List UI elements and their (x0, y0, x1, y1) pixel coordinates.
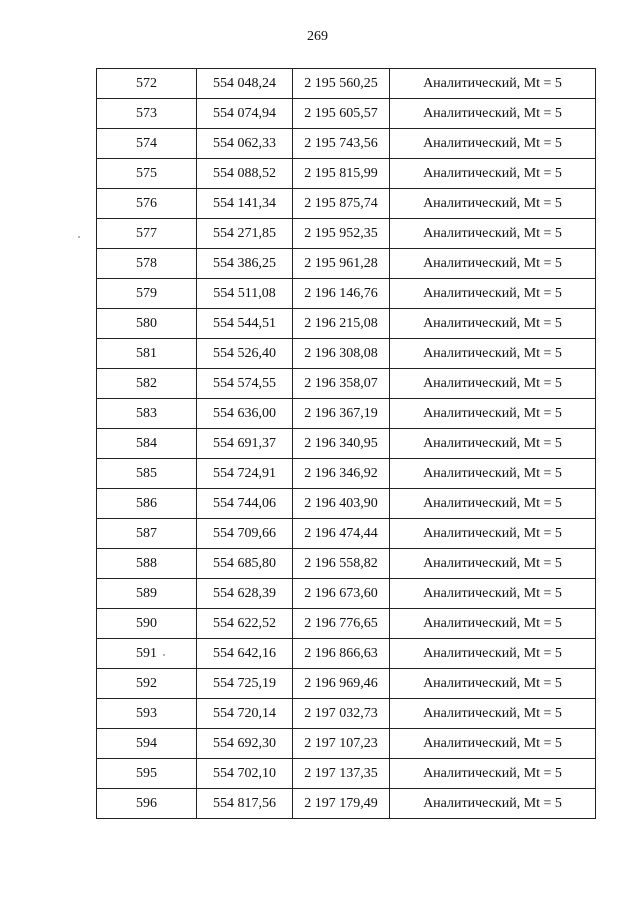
table-row (97, 609, 596, 639)
point-number-cell: 590 (97, 609, 197, 639)
method-cell: Аналитический, Mt = 5 (390, 69, 596, 99)
point-number-cell: 584 (97, 429, 197, 459)
y-coordinate-cell: 2 196 866,63 (293, 639, 390, 669)
point-number-cell: 581 (97, 339, 197, 369)
scan-speck (78, 236, 80, 238)
point-number-cell: 596 (97, 789, 197, 819)
table-row (97, 129, 596, 159)
method-cell: Аналитический, Mt = 5 (390, 639, 596, 669)
coordinates-table (96, 68, 596, 819)
point-number-cell: 586 (97, 489, 197, 519)
table-row (97, 759, 596, 789)
point-number-cell: 587 (97, 519, 197, 549)
y-coordinate-cell: 2 195 743,56 (293, 129, 390, 159)
y-coordinate-cell: 2 196 367,19 (293, 399, 390, 429)
point-number-cell: 592 (97, 669, 197, 699)
x-coordinate-cell: 554 048,24 (197, 69, 293, 99)
x-coordinate-cell: 554 574,55 (197, 369, 293, 399)
method-cell: Аналитический, Mt = 5 (390, 579, 596, 609)
point-number-cell: 576 (97, 189, 197, 219)
method-cell: Аналитический, Mt = 5 (390, 489, 596, 519)
method-cell: Аналитический, Mt = 5 (390, 129, 596, 159)
method-cell: Аналитический, Mt = 5 (390, 189, 596, 219)
y-coordinate-cell: 2 196 558,82 (293, 549, 390, 579)
y-coordinate-cell: 2 196 673,60 (293, 579, 390, 609)
x-coordinate-cell: 554 526,40 (197, 339, 293, 369)
table-row (97, 399, 596, 429)
point-number-cell: 591 (97, 639, 197, 669)
y-coordinate-cell: 2 195 961,28 (293, 249, 390, 279)
y-coordinate-cell: 2 197 137,35 (293, 759, 390, 789)
point-number-cell: 582 (97, 369, 197, 399)
method-cell: Аналитический, Mt = 5 (390, 279, 596, 309)
table-row (97, 489, 596, 519)
y-coordinate-cell: 2 196 403,90 (293, 489, 390, 519)
method-cell: Аналитический, Mt = 5 (390, 789, 596, 819)
point-number-cell: 579 (97, 279, 197, 309)
x-coordinate-cell: 554 636,00 (197, 399, 293, 429)
y-coordinate-cell: 2 196 969,46 (293, 669, 390, 699)
point-number-cell: 572 (97, 69, 197, 99)
y-coordinate-cell: 2 196 474,44 (293, 519, 390, 549)
table-row (97, 249, 596, 279)
point-number-cell: 574 (97, 129, 197, 159)
method-cell: Аналитический, Mt = 5 (390, 399, 596, 429)
point-number-cell: 595 (97, 759, 197, 789)
y-coordinate-cell: 2 195 815,99 (293, 159, 390, 189)
table-row (97, 429, 596, 459)
x-coordinate-cell: 554 709,66 (197, 519, 293, 549)
y-coordinate-cell: 2 196 346,92 (293, 459, 390, 489)
point-number-cell: 594 (97, 729, 197, 759)
method-cell: Аналитический, Mt = 5 (390, 249, 596, 279)
x-coordinate-cell: 554 088,52 (197, 159, 293, 189)
x-coordinate-cell: 554 141,34 (197, 189, 293, 219)
point-number-cell: 588 (97, 549, 197, 579)
point-number-cell: 575 (97, 159, 197, 189)
y-coordinate-cell: 2 195 875,74 (293, 189, 390, 219)
table-row (97, 339, 596, 369)
y-coordinate-cell: 2 197 179,49 (293, 789, 390, 819)
method-cell: Аналитический, Mt = 5 (390, 699, 596, 729)
x-coordinate-cell: 554 628,39 (197, 579, 293, 609)
table-row (97, 369, 596, 399)
table-row (97, 549, 596, 579)
y-coordinate-cell: 2 197 107,23 (293, 729, 390, 759)
method-cell: Аналитический, Mt = 5 (390, 339, 596, 369)
method-cell: Аналитический, Mt = 5 (390, 429, 596, 459)
method-cell: Аналитический, Mt = 5 (390, 369, 596, 399)
table-row (97, 639, 596, 669)
table-row (97, 729, 596, 759)
method-cell: Аналитический, Mt = 5 (390, 519, 596, 549)
x-coordinate-cell: 554 622,52 (197, 609, 293, 639)
method-cell: Аналитический, Mt = 5 (390, 309, 596, 339)
x-coordinate-cell: 554 511,08 (197, 279, 293, 309)
x-coordinate-cell: 554 724,91 (197, 459, 293, 489)
table-row (97, 669, 596, 699)
x-coordinate-cell: 554 691,37 (197, 429, 293, 459)
y-coordinate-cell: 2 196 358,07 (293, 369, 390, 399)
x-coordinate-cell: 554 271,85 (197, 219, 293, 249)
y-coordinate-cell: 2 196 776,65 (293, 609, 390, 639)
method-cell: Аналитический, Mt = 5 (390, 99, 596, 129)
table-row (97, 159, 596, 189)
method-cell: Аналитический, Mt = 5 (390, 219, 596, 249)
table-row (97, 309, 596, 339)
table-row (97, 789, 596, 819)
x-coordinate-cell: 554 702,10 (197, 759, 293, 789)
x-coordinate-cell: 554 544,51 (197, 309, 293, 339)
y-coordinate-cell: 2 196 215,08 (293, 309, 390, 339)
y-coordinate-cell: 2 196 340,95 (293, 429, 390, 459)
x-coordinate-cell: 554 642,16 (197, 639, 293, 669)
table-row (97, 99, 596, 129)
table-row (97, 279, 596, 309)
table-row (97, 459, 596, 489)
point-number-cell: 577 (97, 219, 197, 249)
table-row (97, 189, 596, 219)
y-coordinate-cell: 2 195 952,35 (293, 219, 390, 249)
table-row (97, 69, 596, 99)
x-coordinate-cell: 554 685,80 (197, 549, 293, 579)
table-row (97, 579, 596, 609)
point-number-cell: 585 (97, 459, 197, 489)
method-cell: Аналитический, Mt = 5 (390, 459, 596, 489)
y-coordinate-cell: 2 196 146,76 (293, 279, 390, 309)
x-coordinate-cell: 554 725,19 (197, 669, 293, 699)
coordinates-table-body (97, 69, 596, 819)
y-coordinate-cell: 2 196 308,08 (293, 339, 390, 369)
x-coordinate-cell: 554 386,25 (197, 249, 293, 279)
method-cell: Аналитический, Mt = 5 (390, 549, 596, 579)
method-cell: Аналитический, Mt = 5 (390, 609, 596, 639)
point-number-cell: 578 (97, 249, 197, 279)
method-cell: Аналитический, Mt = 5 (390, 159, 596, 189)
point-number-cell: 593 (97, 699, 197, 729)
table-row (97, 219, 596, 249)
point-number-cell: 589 (97, 579, 197, 609)
y-coordinate-cell: 2 197 032,73 (293, 699, 390, 729)
x-coordinate-cell: 554 744,06 (197, 489, 293, 519)
x-coordinate-cell: 554 692,30 (197, 729, 293, 759)
method-cell: Аналитический, Mt = 5 (390, 729, 596, 759)
table-row (97, 519, 596, 549)
scan-speck (163, 654, 165, 656)
method-cell: Аналитический, Mt = 5 (390, 759, 596, 789)
x-coordinate-cell: 554 074,94 (197, 99, 293, 129)
x-coordinate-cell: 554 062,33 (197, 129, 293, 159)
point-number-cell: 583 (97, 399, 197, 429)
y-coordinate-cell: 2 195 605,57 (293, 99, 390, 129)
page-number: 269 (307, 29, 328, 44)
method-cell: Аналитический, Mt = 5 (390, 669, 596, 699)
table-row (97, 699, 596, 729)
point-number-cell: 580 (97, 309, 197, 339)
point-number-cell: 573 (97, 99, 197, 129)
x-coordinate-cell: 554 720,14 (197, 699, 293, 729)
x-coordinate-cell: 554 817,56 (197, 789, 293, 819)
y-coordinate-cell: 2 195 560,25 (293, 69, 390, 99)
